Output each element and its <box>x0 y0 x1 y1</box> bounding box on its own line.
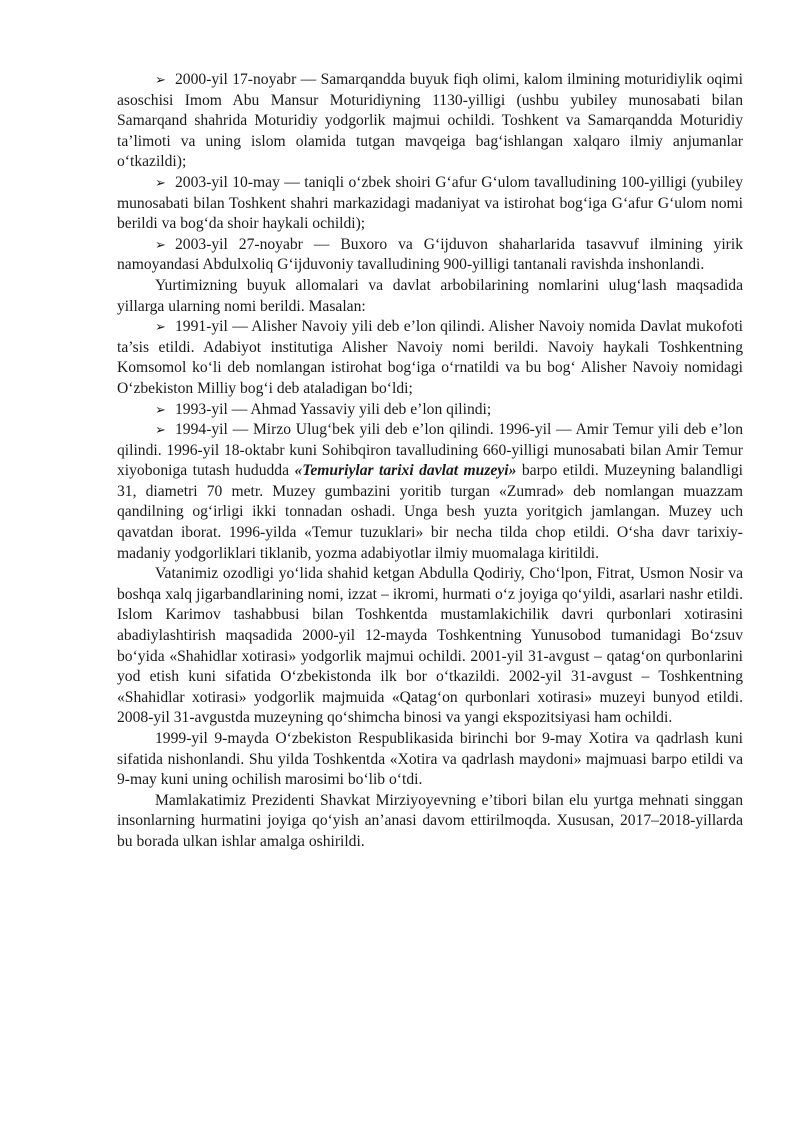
document-page <box>117 70 743 853</box>
bullet-item <box>117 173 743 235</box>
bullet-item <box>117 420 743 564</box>
bullet-text: 1993-yil — Ahmad Yassaviy yili deb e’lon qilindi; <box>175 400 492 418</box>
paragraph-president: Mamlakatimiz Prezidenti Shavkat Mirziyoyevning e’tibori bilan elu yurtga mehnati singgan insonlarning hurmatini joyiga qo‘yish an’anasi davom ettirilmoqda. Xususan, 2017–2018-yillarda bu borada ulkan ishlar amalga oshirildi. <box>117 791 743 850</box>
arrow-bullet-icon: ➢ <box>155 72 166 87</box>
arrow-bullet-icon: ➢ <box>155 422 166 438</box>
museum-name-emphasis: «Temuriylar tarixi davlat muzeyi» <box>294 462 517 480</box>
bullet-text: 2000-yil 17-noyabr — Samarqandda buyuk fiqh olimi, kalom ilmining moturidiylik oqimi asoschisi Imom Abu Mansur Moturidiyning 1130-yilligi (ushbu yubiley munosabati bilan Samarqand shahrida Moturidiy yodgorlik majmui ochildi. Toshkent va Samarqandda Moturidiy ta’limoti va uning islom olamida tutgan mavqeiga bag‘ishlangan xalqaro ilmiy anjumanlar o‘tkazildi); <box>117 71 743 171</box>
bullet-item <box>117 70 743 173</box>
arrow-bullet-icon: ➢ <box>155 236 166 252</box>
bullet-text-before: 1994-yil — Mirzo Ulug‘bek yili deb e’lon qilindi. 1996-yil — Amir Temur yili deb e’lon qilindi. 1996-yil 18-oktabr kuni Sohibqiron tavalludining 660-yilligi munosabati bilan Amir Temur xiyoboniga tutash hududda <box>117 421 743 480</box>
bullet-text: 2003-yil 10-may — taniqli o‘zbek shoiri G‘afur G‘ulom tavalludining 100-yilligi (yubiley munosabati bilan Toshkent shahri markazidagi madaniyat va istirohat bog‘iga G‘afur G‘ulom nomi berildi va bog‘da shoir haykali ochildi); <box>117 173 743 233</box>
bullet-text: 1991-yil — Alisher Navoiy yili deb e’lon qilindi. Alisher Navoiy nomida Davlat mukofoti ta’sis etildi. Adabiyot institutiga Alisher Navoiy nomi berildi. Navoiy haykali Toshkentning Komsomol ko‘li deb nomlangan istirohat bog‘iga o‘rnatildi va bu bog‘ Alisher Navoiy nomidagi O‘zbekiston Milliy bog‘i deb ataladigan bo‘ldi; <box>117 318 743 397</box>
bullet-text: 2003-yil 27-noyabr — Buxoro va G‘ijduvon shaharlarida tasavvuf ilmining yirik namoyandasi Abdulxoliq G‘ijduvoniy tavalludining 900-yilligi tantanali ravishda inshonlandi. <box>117 235 743 274</box>
arrow-bullet-icon: ➢ <box>155 174 166 190</box>
bullet-item <box>117 400 743 421</box>
bullet-text-after: barpo etildi. Muzeyning balandligi 31, diametri 70 metr. Muzey gumbazini yoritib turgan «Zumrad» deb nomlangan muazzam qandilning og‘irligi ikki tonnadan oshadi. Unga besh yuzta yoritgich jamlangan. Muzey uch qavatdan iborat. 1996-yilda «Temur tuzuklari» bir necha tilda chop etildi. O‘sha davr tarixiy-madaniy yodgorliklari tiklanib, yozma adabiyotlar ilmiy muomalaga kiritildi. <box>117 462 744 562</box>
bullet-item <box>117 317 743 399</box>
bullet-item <box>117 235 743 276</box>
paragraph-names: Yurtimizning buyuk allomalari va davlat arbobilarining nomlarini ulug‘lash maqsadida yillarga ularning nomi berildi. Masalan: <box>117 276 743 315</box>
arrow-bullet-icon: ➢ <box>155 401 166 417</box>
paragraph-may9: 1999-yil 9-mayda O‘zbekiston Respublikasida birinchi bor 9-may Xotira va qadrlash kuni sifatida nishonlandi. Shu yilda Toshkentda «Xotira va qadrlash maydoni» majmuasi barpo etildi va 9-may kuni uning ochilish marosimi bo‘lib o‘tdi. <box>117 730 743 789</box>
arrow-bullet-icon: ➢ <box>155 319 166 335</box>
paragraph-victims: Vatanimiz ozodligi yo‘lida shahid ketgan Abdulla Qodiriy, Cho‘lpon, Fitrat, Usmon Nosir va boshqa xalq jigarbandlarining nomi, izzat – ikromi, hurmati o‘z joyiga qo‘yildi, asarlari nashr etildi. Islom Karimov tashabbusi bilan Toshkentda mustamlakichilik davri qurbonlari xotirasini abadiylashtirish maqsadida 2000-yil 12-mayda Toshkentning Yunusobod tumanidagi Bo‘zsuv bo‘yida «Shahidlar xotirasi» yodgorlik majmui ochildi. 2001-yil 31-avgust – qatag‘on qurbonlarini yod etish kuni sifatida O‘zbekistonda ilk bor o‘tkazildi. 2002-yil 31-avgust – Toshkentning «Shahidlar xotirasi» yodgorlik majmuida «Qatag‘on qurbonlari xotirasi» muzeyi bunyod etildi. 2008-yil 31-avgustda muzeyning qo‘shimcha binosi va yangi ekspozitsiyasi ham ochildi. <box>117 565 743 727</box>
